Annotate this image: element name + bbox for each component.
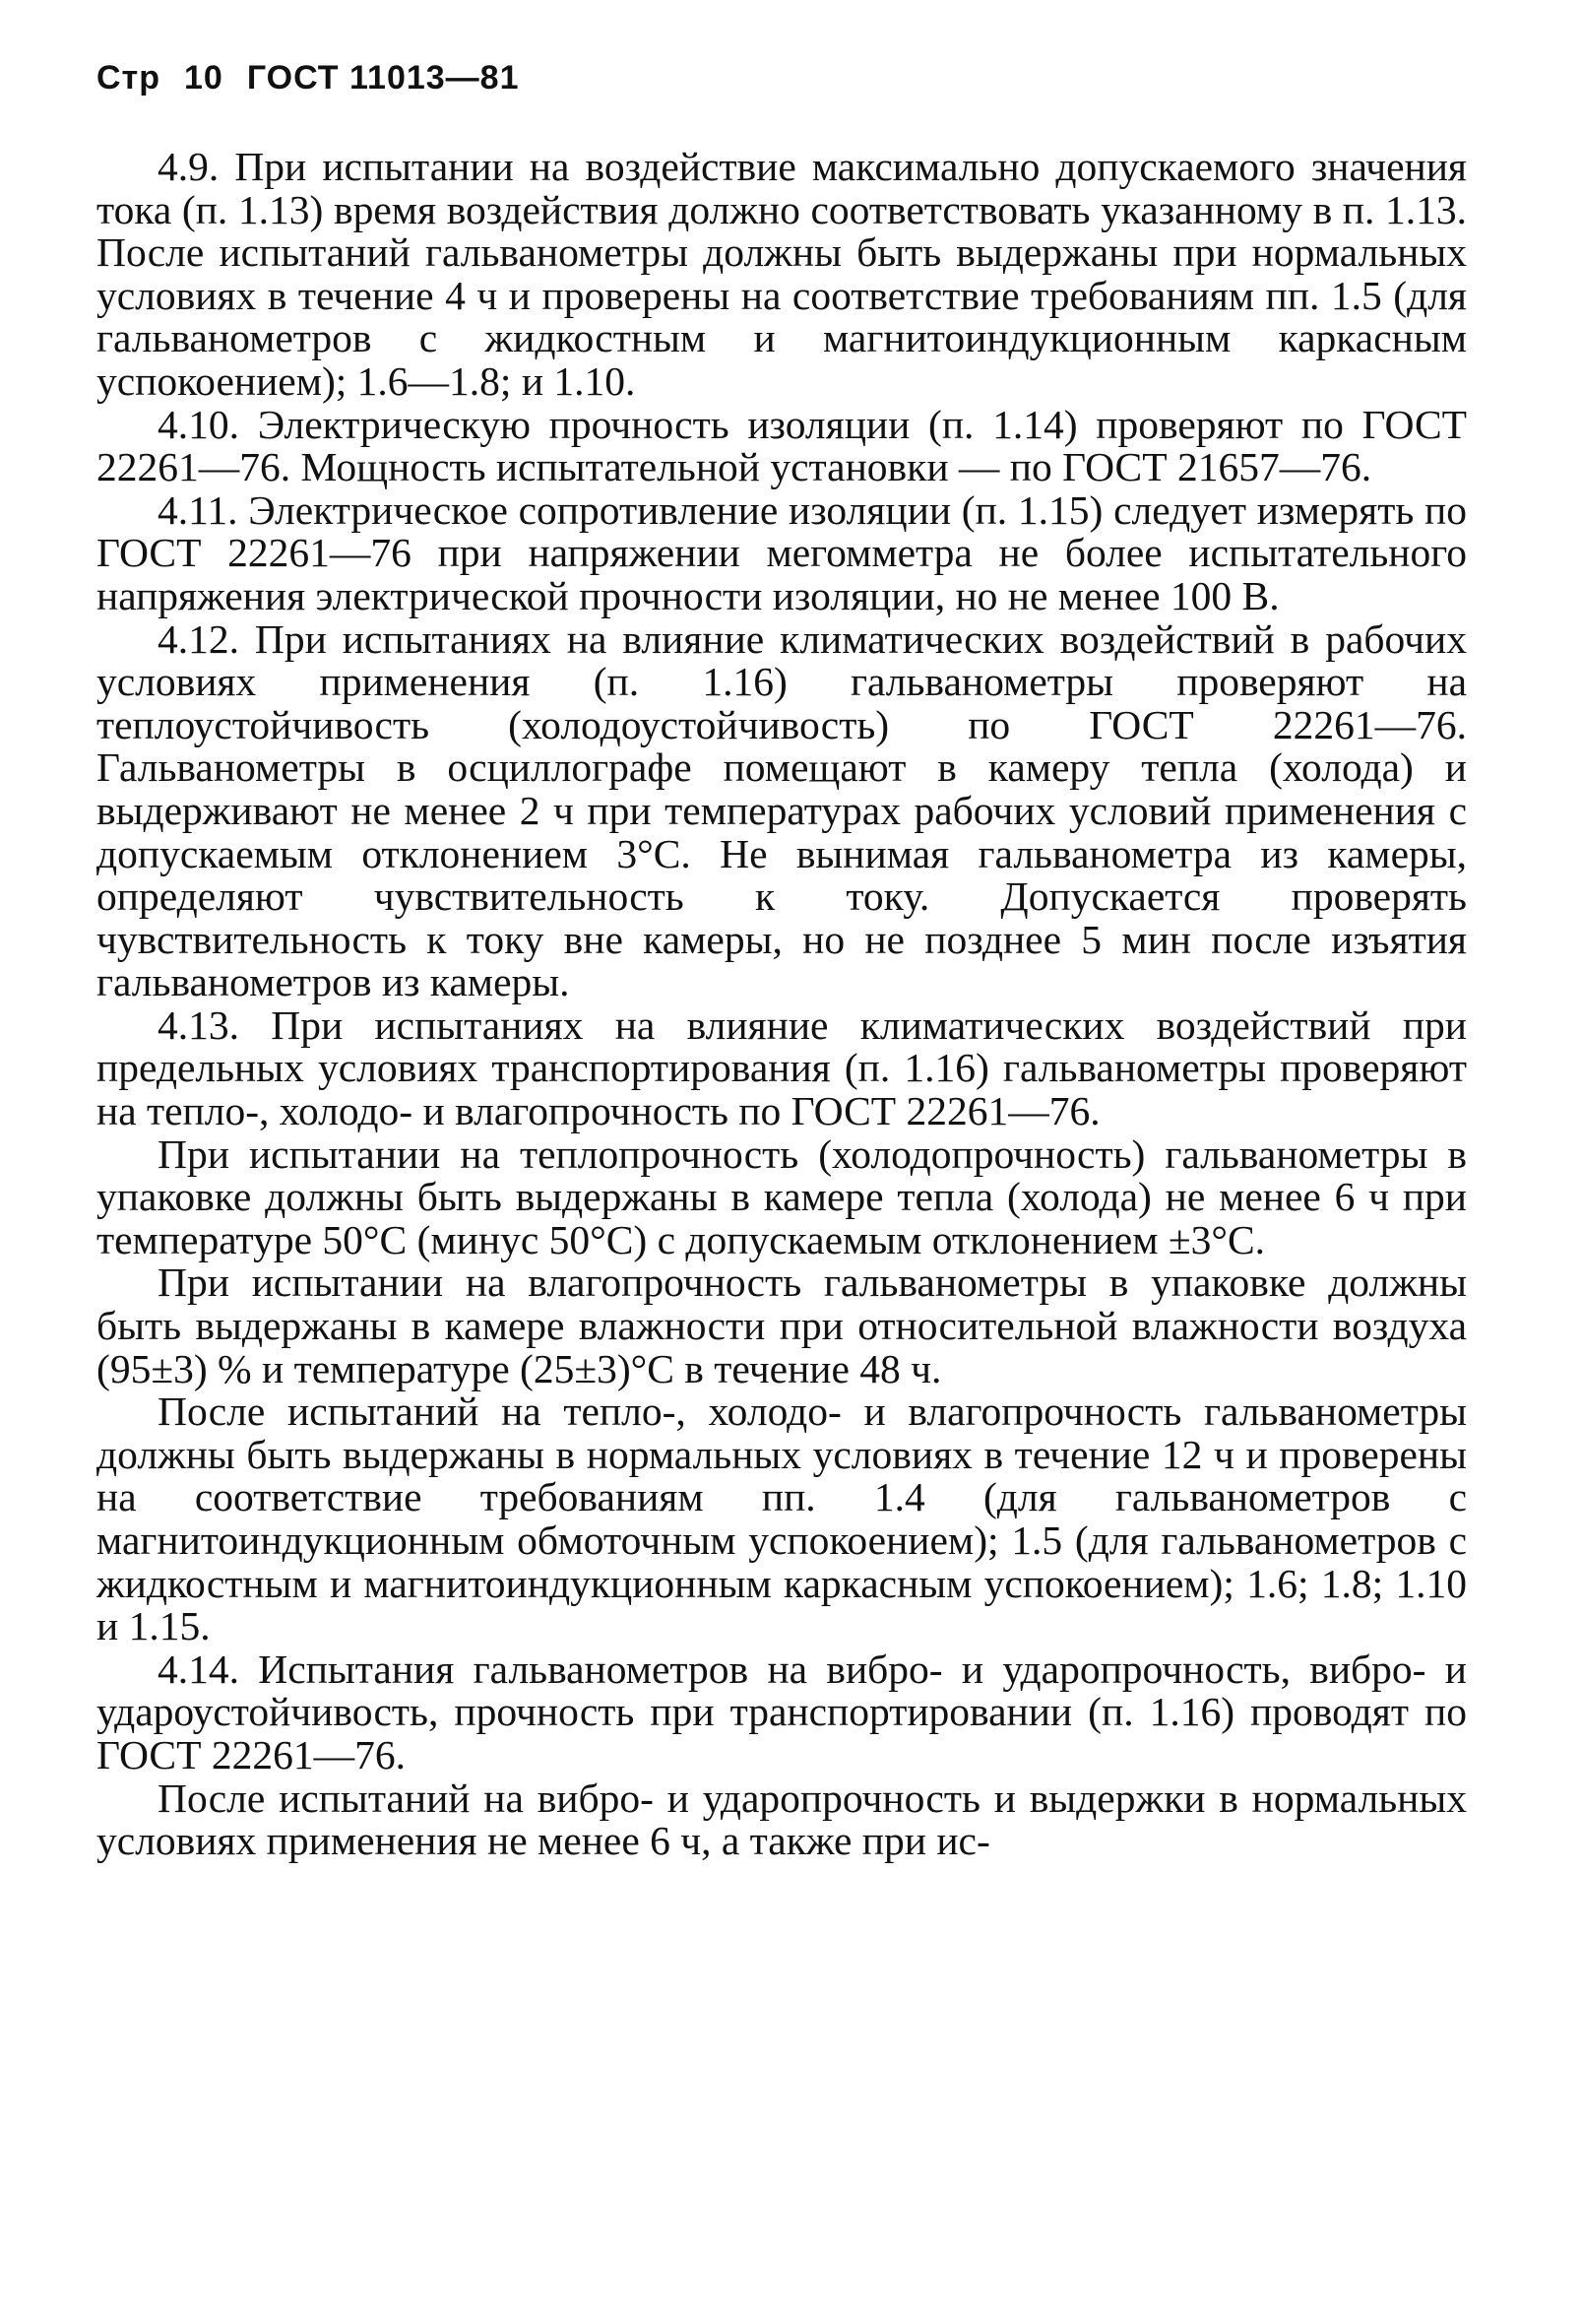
page-header xyxy=(96,59,543,97)
paragraph-4-12: 4.12. При испытаниях на влияние климатических воздействий в рабочих условиях применения (п. 1.16) гальванометры проверяют на теплоустойчивость (холодоустойчивость) по ГОСТ 22261—76. Гальванометры в осциллографе помещают в камеру тепла (холода) и выдерживают не менее 2 ч при температурах рабочих условий применения с допускаемым отклонением 3°С. Не вынимая гальванометра из камеры, определяют чувствительность к току. Допускается проверять чувствительность к току вне камеры, но не позднее 5 мин после изъятия гальванометров из камеры. xyxy=(96,615,1467,1005)
paragraph-after-climate-tests: После испытаний на тепло-, холодо- и влагопрочность гальванометры должны быть выдержаны в нормальных условиях в течение 12 ч и проверены на соответствие требованиям пп. 1.4 (для гальванометров с магнитоиндукционным обмоточным успокоением); 1.5 (для гальванометров с жидкостным и магнитоиндукционным каркасным успокоением); 1.6; 1.8; 1.10 и 1.15. xyxy=(96,1388,1467,1649)
paragraph-4-9: 4.9. При испытании на воздействие максимально допускаемого значения тока (п. 1.13) время воздействия должно соответствовать указанному в п. 1.13. После испытаний гальванометры должны быть выдержаны при нормальных условиях в течение 4 ч и проверены на соответствие требованиям пп. 1.5 (для гальванометров с жидкостным и магнитоиндукционным каркасным успокоением); 1.6—1.8; и 1.10. xyxy=(96,144,1467,404)
page-number: 10 xyxy=(183,59,223,97)
document-body xyxy=(96,146,1467,1863)
paragraph-heat-test: При испытании на теплопрочность (холодопрочность) гальванометры в упаковке должны быть выдержаны в камере тепла (холода) не менее 6 ч при температуре 50°С (минус 50°С) с допускаемым отклонением ±3°С. xyxy=(96,1130,1467,1262)
paragraph-4-14: 4.14. Испытания гальванометров на вибро- и ударопрочность, вибро- и удароустойчивость, прочность при транспортировании (п. 1.16) проводят по ГОСТ 22261—76. xyxy=(96,1646,1467,1777)
paragraph-4-10: 4.10. Электрическую прочность изоляции (п. 1.14) проверяют по ГОСТ 22261—76. Мощность испытательной установки — по ГОСТ 21657—76. xyxy=(96,401,1467,490)
standard-designation: ГОСТ 11013—81 xyxy=(246,59,520,97)
paragraph-4-11: 4.11. Электрическое сопротивление изоляции (п. 1.15) следует измерять по ГОСТ 22261—76 при напряжении мегомметра не более испытательного напряжения электрической прочности изоляции, но не менее 100 В. xyxy=(96,486,1467,618)
paragraph-moisture-test: При испытании на влагопрочность гальванометры в упаковке должны быть выдержаны в камере влажности при относительной влажности воздуха (95±3) % и температуре (25±3)°С в течение 48 ч. xyxy=(96,1259,1467,1391)
page-label: Стр xyxy=(96,59,160,97)
paragraph-after-vibration-tests: После испытаний на вибро- и ударопрочность и выдержки в нормальных условиях применения не менее 6 ч, а также при ис- xyxy=(96,1775,1467,1864)
paragraph-4-13: 4.13. При испытаниях на влияние климатических воздействий при предельных условиях транспортирования (п. 1.16) гальванометры проверяют на тепло-, холодо- и влагопрочность по ГОСТ 22261—76. xyxy=(96,1001,1467,1134)
